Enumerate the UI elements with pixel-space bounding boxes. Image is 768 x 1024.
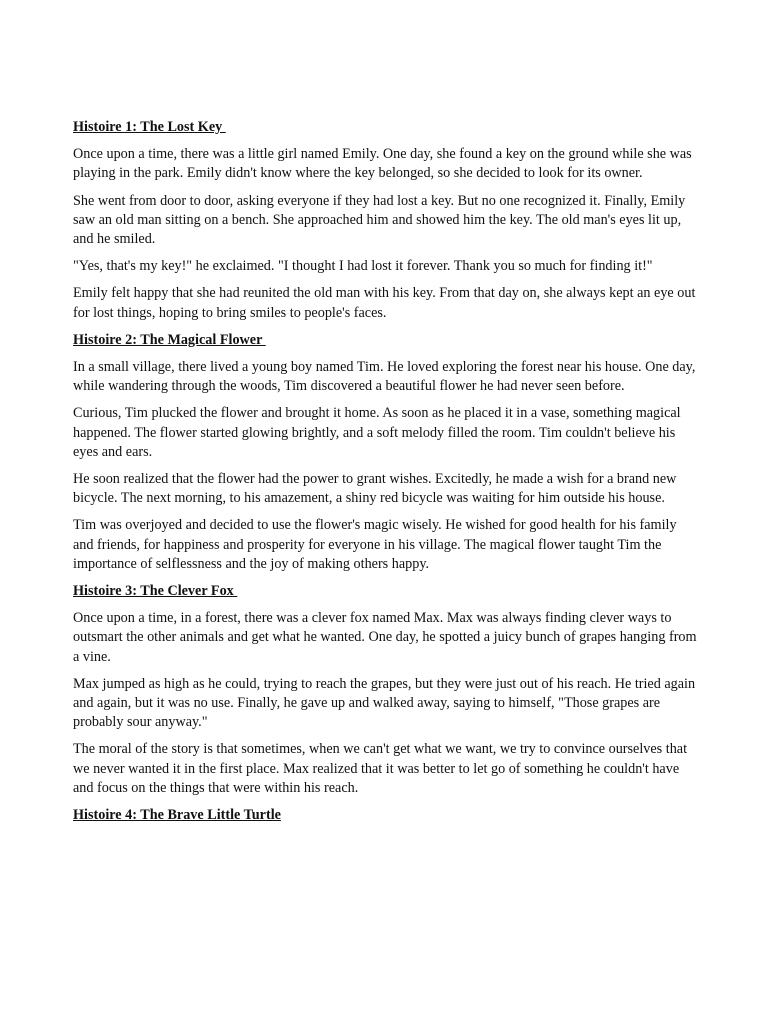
- story-4: [73, 806, 699, 825]
- story-paragraph: Emily felt happy that she had reunited the old man with his key. From that day on, she always kept an eye out for lost things, hoping to bring smiles to people's faces.: [73, 285, 696, 321]
- story-heading: Histoire 1: The Lost Key: [73, 119, 226, 135]
- story-paragraph: In a small village, there lived a young boy named Tim. He loved exploring the forest near his house. One day, while wandering through the woods, Tim discovered a beautiful flower he had never seen before.: [73, 359, 696, 395]
- story-heading: Histoire 4: The Brave Little Turtle: [73, 807, 281, 824]
- story-heading: Histoire 2: The Magical Flower: [73, 331, 266, 348]
- story-paragraph: "Yes, that's my key!" he exclaimed. "I thought I had lost it forever. Thank you so much for finding it!": [73, 258, 653, 275]
- story-paragraph: Max jumped as high as he could, trying to reach the grapes, but they were just out of his reach. He tried again and again, but it was no use. Finally, he gave up and walked away, saying to himself, "Those grapes are probably sour anyway.": [73, 675, 696, 731]
- story-3: [73, 582, 699, 798]
- story-paragraph: Tim was overjoyed and decided to use the flower's magic wisely. He wished for good health for his family and friends, for happiness and prosperity for everyone in his village. The magical flower taught Tim the importance of selflessness and the joy of making others happy.: [73, 517, 677, 572]
- story-paragraph: She went from door to door, asking everyone if they had lost a key. But no one recognized it. Finally, Emily saw an old man sitting on a bench. She approached him and showed him the key. The old man's eyes lit up, and he smiled.: [73, 192, 686, 248]
- story-2: [73, 331, 699, 574]
- story-1: [73, 118, 699, 323]
- story-paragraph: Curious, Tim plucked the flower and brought it home. As soon as he placed it in a vase, something magical happened. The flower started glowing brightly, and a soft melody filled the room. Tim couldn't believe his eyes and ears.: [73, 405, 681, 460]
- story-paragraph: Once upon a time, there was a little girl named Emily. One day, she found a key on the ground while she was playing in the park. Emily didn't know where the key belonged, so she decided to look for its owner.: [73, 146, 692, 182]
- story-heading: Histoire 3: The Clever Fox: [73, 583, 238, 600]
- document-page: [73, 118, 699, 833]
- story-paragraph: The moral of the story is that sometimes, when we can't get what we want, we try to convince ourselves that we never wanted it in the first place. Max realized that it was better to let go of something he couldn't have and focus on the things that were within his reach.: [73, 741, 688, 796]
- story-paragraph: He soon realized that the flower had the power to grant wishes. Excitedly, he made a wish for a brand new bicycle. The next morning, to his amazement, a shiny red bicycle was waiting for him outside his house.: [73, 471, 677, 507]
- story-paragraph: Once upon a time, in a forest, there was a clever fox named Max. Max was always finding clever ways to outsmart the other animals and get what he wanted. One day, he spotted a juicy bunch of grapes hanging from a vine.: [73, 610, 697, 665]
